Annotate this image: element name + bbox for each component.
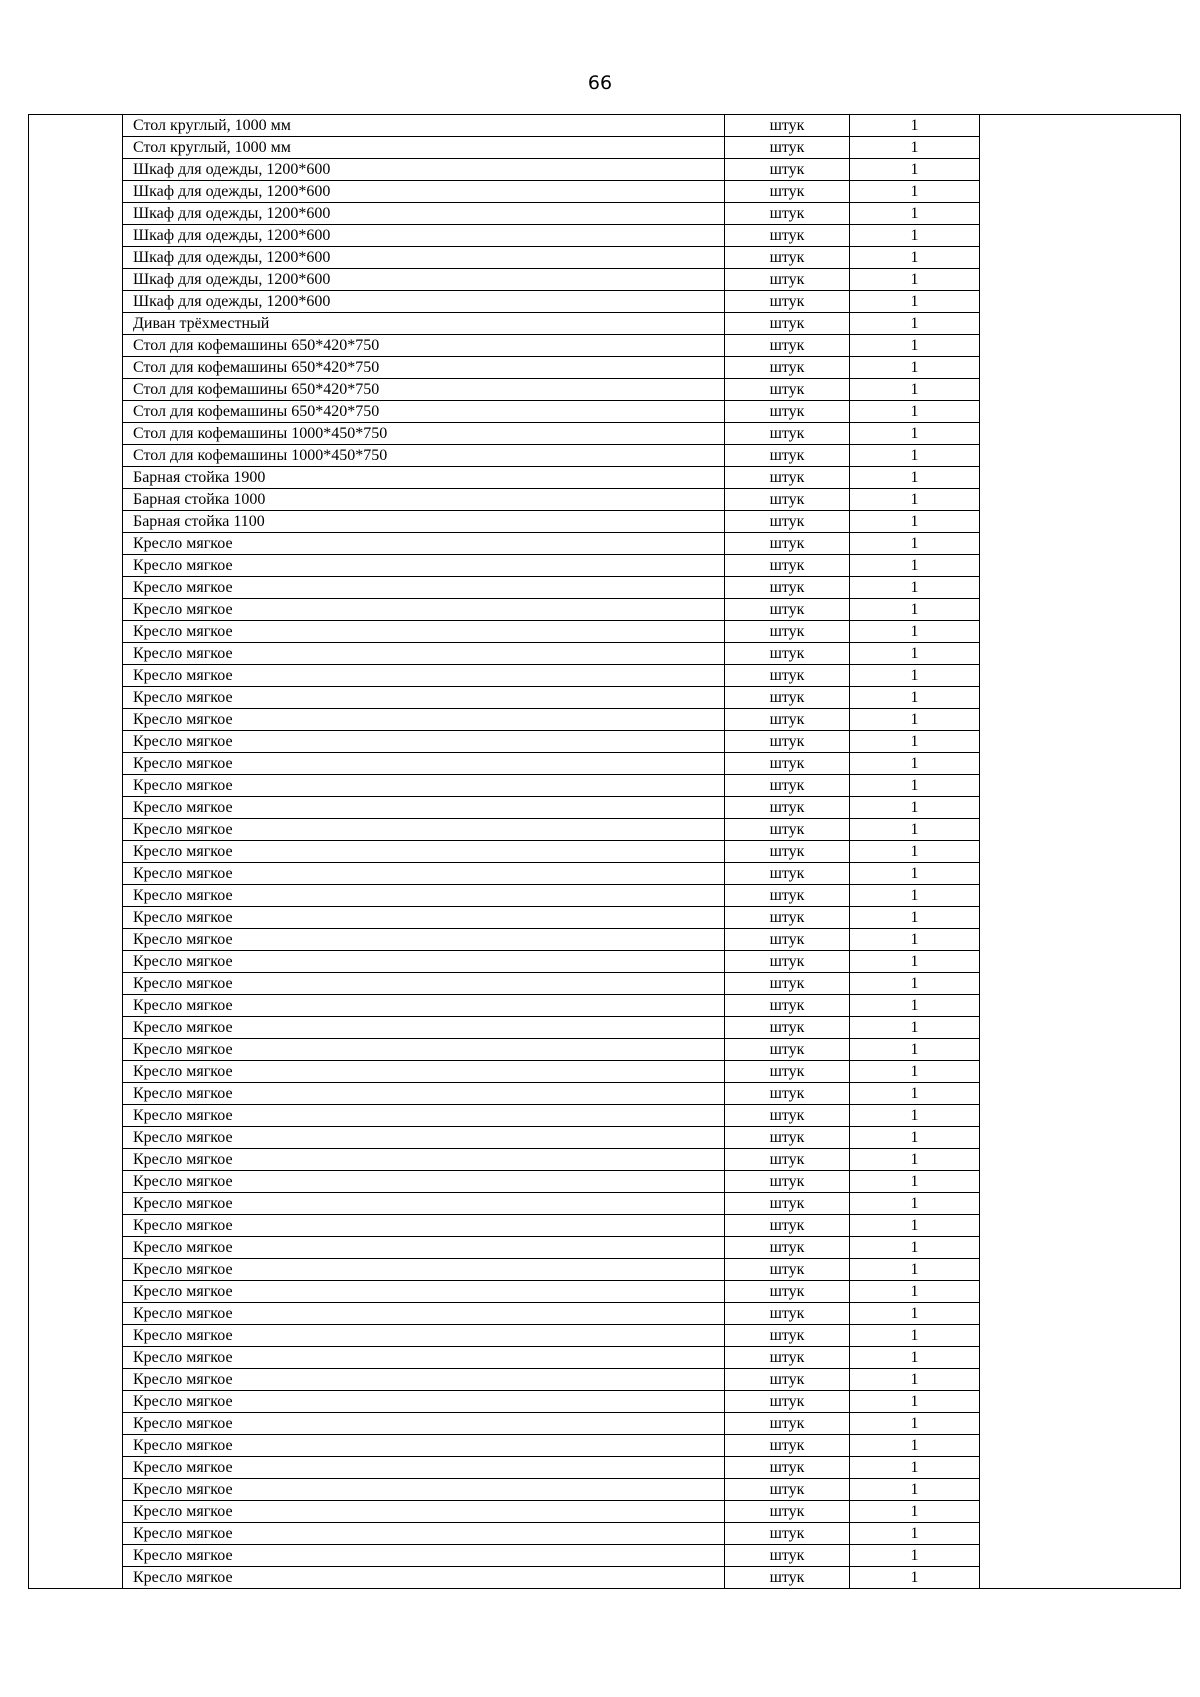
unit-cell: штук bbox=[725, 577, 850, 599]
quantity-cell: 1 bbox=[850, 775, 980, 797]
item-name-cell: Кресло мягкое bbox=[123, 841, 725, 863]
unit-cell: штук bbox=[725, 885, 850, 907]
quantity-cell: 1 bbox=[850, 841, 980, 863]
item-name-cell: Кресло мягкое bbox=[123, 1545, 725, 1567]
unit-cell: штук bbox=[725, 973, 850, 995]
item-name-cell: Кресло мягкое bbox=[123, 1369, 725, 1391]
item-name-cell: Кресло мягкое bbox=[123, 1479, 725, 1501]
quantity-cell: 1 bbox=[850, 137, 980, 159]
quantity-cell: 1 bbox=[850, 1435, 980, 1457]
inventory-table bbox=[28, 114, 1181, 1589]
unit-cell: штук bbox=[725, 1435, 850, 1457]
quantity-cell: 1 bbox=[850, 511, 980, 533]
item-name-cell: Стол круглый, 1000 мм bbox=[123, 115, 725, 137]
item-name-cell: Кресло мягкое bbox=[123, 1523, 725, 1545]
quantity-cell: 1 bbox=[850, 489, 980, 511]
quantity-cell: 1 bbox=[850, 1457, 980, 1479]
quantity-cell: 1 bbox=[850, 1061, 980, 1083]
unit-cell: штук bbox=[725, 863, 850, 885]
unit-cell: штук bbox=[725, 797, 850, 819]
quantity-cell: 1 bbox=[850, 1039, 980, 1061]
quantity-cell: 1 bbox=[850, 1523, 980, 1545]
item-name-cell: Кресло мягкое bbox=[123, 1017, 725, 1039]
quantity-cell: 1 bbox=[850, 599, 980, 621]
item-name-cell: Шкаф для одежды, 1200*600 bbox=[123, 203, 725, 225]
number-column-cell bbox=[29, 115, 123, 1589]
unit-cell: штук bbox=[725, 225, 850, 247]
quantity-cell: 1 bbox=[850, 687, 980, 709]
unit-cell: штук bbox=[725, 269, 850, 291]
quantity-cell: 1 bbox=[850, 357, 980, 379]
quantity-cell: 1 bbox=[850, 1479, 980, 1501]
item-name-cell: Шкаф для одежды, 1200*600 bbox=[123, 159, 725, 181]
unit-cell: штук bbox=[725, 1149, 850, 1171]
unit-cell: штук bbox=[725, 247, 850, 269]
item-name-cell: Кресло мягкое bbox=[123, 533, 725, 555]
quantity-cell: 1 bbox=[850, 401, 980, 423]
unit-cell: штук bbox=[725, 599, 850, 621]
quantity-cell: 1 bbox=[850, 115, 980, 137]
quantity-cell: 1 bbox=[850, 643, 980, 665]
unit-cell: штук bbox=[725, 1303, 850, 1325]
unit-cell: штук bbox=[725, 1369, 850, 1391]
unit-cell: штук bbox=[725, 467, 850, 489]
unit-cell: штук bbox=[725, 137, 850, 159]
quantity-cell: 1 bbox=[850, 1215, 980, 1237]
unit-cell: штук bbox=[725, 1127, 850, 1149]
quantity-cell: 1 bbox=[850, 1369, 980, 1391]
quantity-cell: 1 bbox=[850, 1105, 980, 1127]
item-name-cell: Кресло мягкое bbox=[123, 643, 725, 665]
quantity-cell: 1 bbox=[850, 291, 980, 313]
quantity-cell: 1 bbox=[850, 1347, 980, 1369]
unit-cell: штук bbox=[725, 379, 850, 401]
item-name-cell: Стол для кофемашины 1000*450*750 bbox=[123, 423, 725, 445]
item-name-cell: Кресло мягкое bbox=[123, 1149, 725, 1171]
quantity-cell: 1 bbox=[850, 181, 980, 203]
item-name-cell: Кресло мягкое bbox=[123, 973, 725, 995]
quantity-cell: 1 bbox=[850, 577, 980, 599]
quantity-cell: 1 bbox=[850, 1017, 980, 1039]
item-name-cell: Кресло мягкое bbox=[123, 709, 725, 731]
quantity-cell: 1 bbox=[850, 819, 980, 841]
quantity-cell: 1 bbox=[850, 555, 980, 577]
quantity-cell: 1 bbox=[850, 1237, 980, 1259]
unit-cell: штук bbox=[725, 335, 850, 357]
quantity-cell: 1 bbox=[850, 1545, 980, 1567]
item-name-cell: Кресло мягкое bbox=[123, 1127, 725, 1149]
unit-cell: штук bbox=[725, 775, 850, 797]
item-name-cell: Кресло мягкое bbox=[123, 687, 725, 709]
item-name-cell: Кресло мягкое bbox=[123, 1501, 725, 1523]
unit-cell: штук bbox=[725, 1479, 850, 1501]
page-number: 66 bbox=[587, 72, 613, 94]
unit-cell: штук bbox=[725, 423, 850, 445]
unit-cell: штук bbox=[725, 445, 850, 467]
item-name-cell: Кресло мягкое bbox=[123, 555, 725, 577]
unit-cell: штук bbox=[725, 841, 850, 863]
unit-cell: штук bbox=[725, 1105, 850, 1127]
table-body bbox=[29, 115, 1181, 1589]
item-name-cell: Кресло мягкое bbox=[123, 775, 725, 797]
item-name-cell: Стол для кофемашины 650*420*750 bbox=[123, 401, 725, 423]
quantity-cell: 1 bbox=[850, 1083, 980, 1105]
quantity-cell: 1 bbox=[850, 159, 980, 181]
item-name-cell: Кресло мягкое bbox=[123, 885, 725, 907]
item-name-cell: Барная стойка 1000 bbox=[123, 489, 725, 511]
unit-cell: штук bbox=[725, 1039, 850, 1061]
unit-cell: штук bbox=[725, 489, 850, 511]
quantity-cell: 1 bbox=[850, 467, 980, 489]
quantity-cell: 1 bbox=[850, 225, 980, 247]
quantity-cell: 1 bbox=[850, 1149, 980, 1171]
item-name-cell: Кресло мягкое bbox=[123, 951, 725, 973]
unit-cell: штук bbox=[725, 1347, 850, 1369]
unit-cell: штук bbox=[725, 533, 850, 555]
item-name-cell: Кресло мягкое bbox=[123, 1391, 725, 1413]
note-column-cell bbox=[980, 115, 1181, 1589]
table-row bbox=[29, 115, 1181, 137]
quantity-cell: 1 bbox=[850, 731, 980, 753]
item-name-cell: Кресло мягкое bbox=[123, 753, 725, 775]
unit-cell: штук bbox=[725, 731, 850, 753]
unit-cell: штук bbox=[725, 291, 850, 313]
item-name-cell: Стол для кофемашины 1000*450*750 bbox=[123, 445, 725, 467]
unit-cell: штук bbox=[725, 1193, 850, 1215]
quantity-cell: 1 bbox=[850, 1127, 980, 1149]
unit-cell: штук bbox=[725, 929, 850, 951]
quantity-cell: 1 bbox=[850, 1259, 980, 1281]
unit-cell: штук bbox=[725, 357, 850, 379]
quantity-cell: 1 bbox=[850, 665, 980, 687]
quantity-cell: 1 bbox=[850, 1413, 980, 1435]
quantity-cell: 1 bbox=[850, 313, 980, 335]
item-name-cell: Шкаф для одежды, 1200*600 bbox=[123, 225, 725, 247]
item-name-cell: Кресло мягкое bbox=[123, 731, 725, 753]
quantity-cell: 1 bbox=[850, 929, 980, 951]
unit-cell: штук bbox=[725, 1083, 850, 1105]
quantity-cell: 1 bbox=[850, 1325, 980, 1347]
quantity-cell: 1 bbox=[850, 885, 980, 907]
item-name-cell: Шкаф для одежды, 1200*600 bbox=[123, 247, 725, 269]
quantity-cell: 1 bbox=[850, 423, 980, 445]
item-name-cell: Кресло мягкое bbox=[123, 929, 725, 951]
item-name-cell: Барная стойка 1100 bbox=[123, 511, 725, 533]
item-name-cell: Шкаф для одежды, 1200*600 bbox=[123, 269, 725, 291]
item-name-cell: Кресло мягкое bbox=[123, 1347, 725, 1369]
item-name-cell: Диван трёхместный bbox=[123, 313, 725, 335]
item-name-cell: Кресло мягкое bbox=[123, 995, 725, 1017]
unit-cell: штук bbox=[725, 1171, 850, 1193]
unit-cell: штук bbox=[725, 159, 850, 181]
unit-cell: штук bbox=[725, 115, 850, 137]
quantity-cell: 1 bbox=[850, 1171, 980, 1193]
quantity-cell: 1 bbox=[850, 995, 980, 1017]
unit-cell: штук bbox=[725, 1281, 850, 1303]
item-name-cell: Кресло мягкое bbox=[123, 1061, 725, 1083]
item-name-cell: Стол для кофемашины 650*420*750 bbox=[123, 357, 725, 379]
item-name-cell: Кресло мягкое bbox=[123, 1039, 725, 1061]
item-name-cell: Кресло мягкое bbox=[123, 1193, 725, 1215]
item-name-cell: Кресло мягкое bbox=[123, 577, 725, 599]
unit-cell: штук bbox=[725, 1215, 850, 1237]
item-name-cell: Кресло мягкое bbox=[123, 1105, 725, 1127]
unit-cell: штук bbox=[725, 1457, 850, 1479]
quantity-cell: 1 bbox=[850, 1567, 980, 1589]
unit-cell: штук bbox=[725, 819, 850, 841]
unit-cell: штук bbox=[725, 1567, 850, 1589]
quantity-cell: 1 bbox=[850, 753, 980, 775]
unit-cell: штук bbox=[725, 687, 850, 709]
unit-cell: штук bbox=[725, 1545, 850, 1567]
item-name-cell: Кресло мягкое bbox=[123, 1325, 725, 1347]
item-name-cell: Кресло мягкое bbox=[123, 1237, 725, 1259]
item-name-cell: Кресло мягкое bbox=[123, 1435, 725, 1457]
unit-cell: штук bbox=[725, 555, 850, 577]
unit-cell: штук bbox=[725, 1237, 850, 1259]
quantity-cell: 1 bbox=[850, 1281, 980, 1303]
item-name-cell: Кресло мягкое bbox=[123, 797, 725, 819]
unit-cell: штук bbox=[725, 1413, 850, 1435]
unit-cell: штук bbox=[725, 995, 850, 1017]
unit-cell: штук bbox=[725, 401, 850, 423]
item-name-cell: Шкаф для одежды, 1200*600 bbox=[123, 181, 725, 203]
item-name-cell: Стол для кофемашины 650*420*750 bbox=[123, 335, 725, 357]
unit-cell: штук bbox=[725, 665, 850, 687]
item-name-cell: Кресло мягкое bbox=[123, 1171, 725, 1193]
unit-cell: штук bbox=[725, 951, 850, 973]
unit-cell: штук bbox=[725, 313, 850, 335]
quantity-cell: 1 bbox=[850, 797, 980, 819]
quantity-cell: 1 bbox=[850, 1193, 980, 1215]
unit-cell: штук bbox=[725, 203, 850, 225]
unit-cell: штук bbox=[725, 753, 850, 775]
quantity-cell: 1 bbox=[850, 533, 980, 555]
item-name-cell: Кресло мягкое bbox=[123, 599, 725, 621]
item-name-cell: Кресло мягкое bbox=[123, 1457, 725, 1479]
quantity-cell: 1 bbox=[850, 379, 980, 401]
item-name-cell: Стол круглый, 1000 мм bbox=[123, 137, 725, 159]
item-name-cell: Кресло мягкое bbox=[123, 907, 725, 929]
item-name-cell: Кресло мягкое bbox=[123, 1413, 725, 1435]
item-name-cell: Барная стойка 1900 bbox=[123, 467, 725, 489]
item-name-cell: Кресло мягкое bbox=[123, 1083, 725, 1105]
unit-cell: штук bbox=[725, 643, 850, 665]
quantity-cell: 1 bbox=[850, 951, 980, 973]
item-name-cell: Кресло мягкое bbox=[123, 665, 725, 687]
unit-cell: штук bbox=[725, 1017, 850, 1039]
unit-cell: штук bbox=[725, 621, 850, 643]
item-name-cell: Кресло мягкое bbox=[123, 819, 725, 841]
unit-cell: штук bbox=[725, 1259, 850, 1281]
quantity-cell: 1 bbox=[850, 621, 980, 643]
item-name-cell: Кресло мягкое bbox=[123, 1215, 725, 1237]
quantity-cell: 1 bbox=[850, 973, 980, 995]
unit-cell: штук bbox=[725, 907, 850, 929]
item-name-cell: Кресло мягкое bbox=[123, 1567, 725, 1589]
quantity-cell: 1 bbox=[850, 1303, 980, 1325]
unit-cell: штук bbox=[725, 1325, 850, 1347]
unit-cell: штук bbox=[725, 511, 850, 533]
quantity-cell: 1 bbox=[850, 335, 980, 357]
quantity-cell: 1 bbox=[850, 203, 980, 225]
quantity-cell: 1 bbox=[850, 1391, 980, 1413]
quantity-cell: 1 bbox=[850, 247, 980, 269]
item-name-cell: Кресло мягкое bbox=[123, 1303, 725, 1325]
item-name-cell: Стол для кофемашины 650*420*750 bbox=[123, 379, 725, 401]
item-name-cell: Кресло мягкое bbox=[123, 1281, 725, 1303]
quantity-cell: 1 bbox=[850, 709, 980, 731]
unit-cell: штук bbox=[725, 1523, 850, 1545]
item-name-cell: Кресло мягкое bbox=[123, 863, 725, 885]
quantity-cell: 1 bbox=[850, 269, 980, 291]
quantity-cell: 1 bbox=[850, 863, 980, 885]
quantity-cell: 1 bbox=[850, 907, 980, 929]
quantity-cell: 1 bbox=[850, 445, 980, 467]
unit-cell: штук bbox=[725, 181, 850, 203]
unit-cell: штук bbox=[725, 709, 850, 731]
quantity-cell: 1 bbox=[850, 1501, 980, 1523]
item-name-cell: Кресло мягкое bbox=[123, 621, 725, 643]
item-name-cell: Шкаф для одежды, 1200*600 bbox=[123, 291, 725, 313]
item-name-cell: Кресло мягкое bbox=[123, 1259, 725, 1281]
unit-cell: штук bbox=[725, 1501, 850, 1523]
unit-cell: штук bbox=[725, 1391, 850, 1413]
unit-cell: штук bbox=[725, 1061, 850, 1083]
